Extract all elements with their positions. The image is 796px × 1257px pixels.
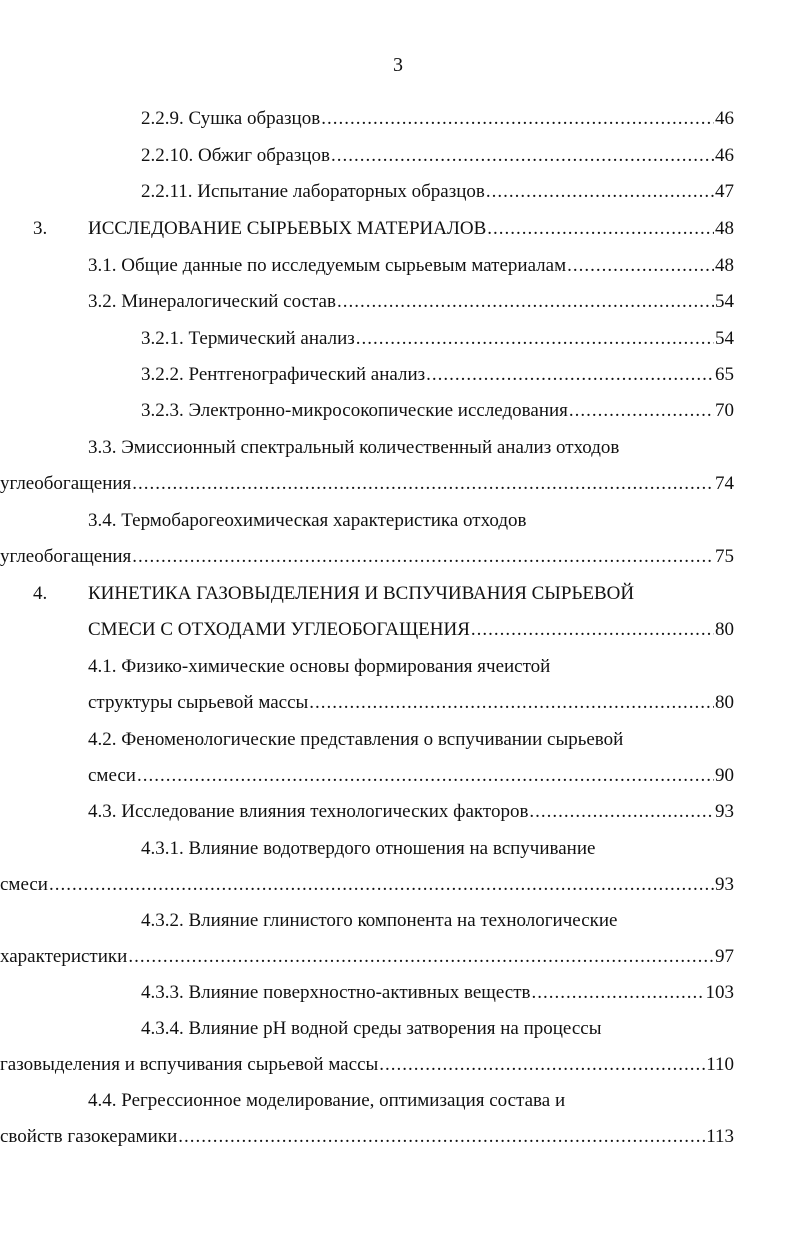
toc-entry-4-3-4[interactable] — [0, 1054, 734, 1080]
toc-entry-4-4-line1[interactable]: 4.4. Регрессионное моделирование, оптимизация состава и — [88, 1090, 566, 1111]
toc-entry-title: 3.2.3. Электронно-микросокопические исследования — [141, 400, 568, 421]
toc-entry-title: структуры сырьевой массы — [88, 692, 309, 713]
toc-entry-page: 46 — [715, 108, 734, 129]
toc-entry-2-2-11[interactable] — [141, 181, 734, 207]
toc-entry-4-1-line1[interactable]: 4.1. Физико-химические основы формирования ячеистой — [88, 656, 551, 677]
toc-entry-page: 46 — [715, 145, 734, 166]
toc-entry-3-2[interactable] — [88, 291, 734, 317]
dot-leader — [569, 400, 714, 422]
toc-entry-page: 48 — [715, 218, 734, 239]
toc-entry-page: 54 — [715, 291, 734, 312]
toc-entry-page: 93 — [715, 801, 734, 822]
toc-entry-page: 110 — [706, 1054, 734, 1075]
dot-leader — [132, 473, 714, 495]
dot-leader — [426, 364, 714, 386]
toc-entry-3-2-3[interactable] — [141, 400, 734, 426]
toc-entry-3-3[interactable] — [0, 473, 734, 499]
toc-entry-3-4-line1[interactable]: 3.4. Термобарогеохимическая характеристика отходов — [88, 510, 527, 531]
toc-entry-4-3-3[interactable] — [141, 982, 734, 1008]
toc-entry-title: свойств газокерамики — [0, 1126, 178, 1147]
toc-entry-page: 80 — [715, 692, 734, 713]
toc-entry-3-2-2[interactable] — [141, 364, 734, 390]
toc-entry-3-3-line1[interactable]: 3.3. Эмиссионный спектральный количественный анализ отходов — [88, 437, 620, 458]
toc-entry-title: 3.2.1. Термический анализ — [141, 328, 355, 349]
toc-entry-chapter-4[interactable] — [88, 619, 734, 645]
toc-entry-3-2-1[interactable] — [141, 328, 734, 354]
toc-entry-title: 4.3. Исследование влияния технологических факторов — [88, 801, 529, 822]
toc-entry-4-3[interactable] — [88, 801, 734, 827]
dot-leader — [321, 108, 714, 130]
toc-entry-2-2-9[interactable] — [141, 108, 734, 134]
toc-entry-2-2-10[interactable] — [141, 145, 734, 171]
toc-entry-title: 3.2. Минералогический состав — [88, 291, 336, 312]
toc-entry-4-3-1[interactable] — [0, 874, 734, 900]
toc-entry-page: 113 — [706, 1126, 734, 1147]
toc-entry-4-2-line1[interactable]: 4.2. Феноменологические представления о вспучивании сырьевой — [88, 729, 624, 750]
toc-entry-title: углеобогащения — [0, 546, 132, 567]
toc-entry-4-4[interactable] — [0, 1126, 734, 1152]
dot-leader — [487, 218, 714, 240]
toc-entry-title: характеристики — [0, 946, 128, 967]
dot-leader — [471, 619, 714, 641]
toc-entry-4-2[interactable] — [88, 765, 734, 791]
toc-entry-page: 74 — [715, 473, 734, 494]
toc-entry-title: углеобогащения — [0, 473, 132, 494]
toc-entry-page: 65 — [715, 364, 734, 385]
toc-entry-3-4[interactable] — [0, 546, 734, 572]
toc-entry-title: 2.2.10. Обжиг образцов — [141, 145, 330, 166]
dot-leader — [331, 145, 714, 167]
dot-leader — [486, 181, 714, 203]
dot-leader — [567, 255, 714, 277]
dot-leader — [529, 801, 714, 823]
dot-leader — [379, 1054, 705, 1076]
toc-entry-title: 3.1. Общие данные по исследуемым сырьевым материалам — [88, 255, 567, 276]
dot-leader — [128, 946, 714, 968]
toc-entry-4-1[interactable] — [88, 692, 734, 718]
dot-leader — [532, 982, 705, 1004]
toc-entry-3-1[interactable] — [88, 255, 734, 281]
toc-entry-page: 70 — [715, 400, 734, 421]
toc-entry-4-3-4-line1[interactable]: 4.3.4. Влияние pH водной среды затворения на процессы — [141, 1018, 602, 1039]
toc-entry-title: газовыделения и вспучивания сырьевой массы — [0, 1054, 379, 1075]
toc-entry-4-3-2[interactable] — [0, 946, 734, 972]
toc-entry-page: 48 — [715, 255, 734, 276]
page-number: 3 — [393, 54, 403, 76]
toc-entry-page: 54 — [715, 328, 734, 349]
dot-leader — [356, 328, 714, 350]
toc-entry-chapter-4-line1[interactable]: КИНЕТИКА ГАЗОВЫДЕЛЕНИЯ И ВСПУЧИВАНИЯ СЫРЬЕВОЙ — [88, 583, 635, 604]
toc-entry-title: ИССЛЕДОВАНИЕ СЫРЬЕВЫХ МАТЕРИАЛОВ — [88, 218, 487, 239]
dot-leader — [309, 692, 714, 714]
dot-leader — [49, 874, 714, 896]
toc-entry-title: смеси — [0, 874, 48, 895]
toc-entry-page: 93 — [715, 874, 734, 895]
toc-entry-title: 2.2.11. Испытание лабораторных образцов — [141, 181, 485, 202]
toc-entry-page: 97 — [715, 946, 734, 967]
toc-entry-title: смеси — [88, 765, 136, 786]
toc-entry-4-3-2-line1[interactable]: 4.3.2. Влияние глинистого компонента на технологические — [141, 910, 618, 931]
toc-entry-page: 80 — [715, 619, 734, 640]
toc-entry-4-3-1-line1[interactable]: 4.3.1. Влияние водотвердого отношения на вспучивание — [141, 838, 596, 859]
dot-leader — [137, 765, 714, 787]
dot-leader — [132, 546, 714, 568]
dot-leader — [337, 291, 714, 313]
toc-entry-page: 47 — [715, 181, 734, 202]
toc-entry-page: 90 — [715, 765, 734, 786]
toc-entry-title: 3.2.2. Рентгенографический анализ — [141, 364, 426, 385]
dot-leader — [178, 1126, 705, 1148]
toc-entry-page: 103 — [705, 982, 734, 1003]
toc-entry-page: 75 — [715, 546, 734, 567]
chapter-number: 3. — [33, 218, 48, 239]
toc-entry-title: 4.3.3. Влияние поверхностно-активных веществ — [141, 982, 531, 1003]
toc-entry-title: СМЕСИ С ОТХОДАМИ УГЛЕОБОГАЩЕНИЯ — [88, 619, 470, 640]
toc-entry-title: 2.2.9. Сушка образцов — [141, 108, 321, 129]
toc-entry-chapter-3[interactable] — [88, 218, 734, 244]
chapter-number: 4. — [33, 583, 48, 604]
